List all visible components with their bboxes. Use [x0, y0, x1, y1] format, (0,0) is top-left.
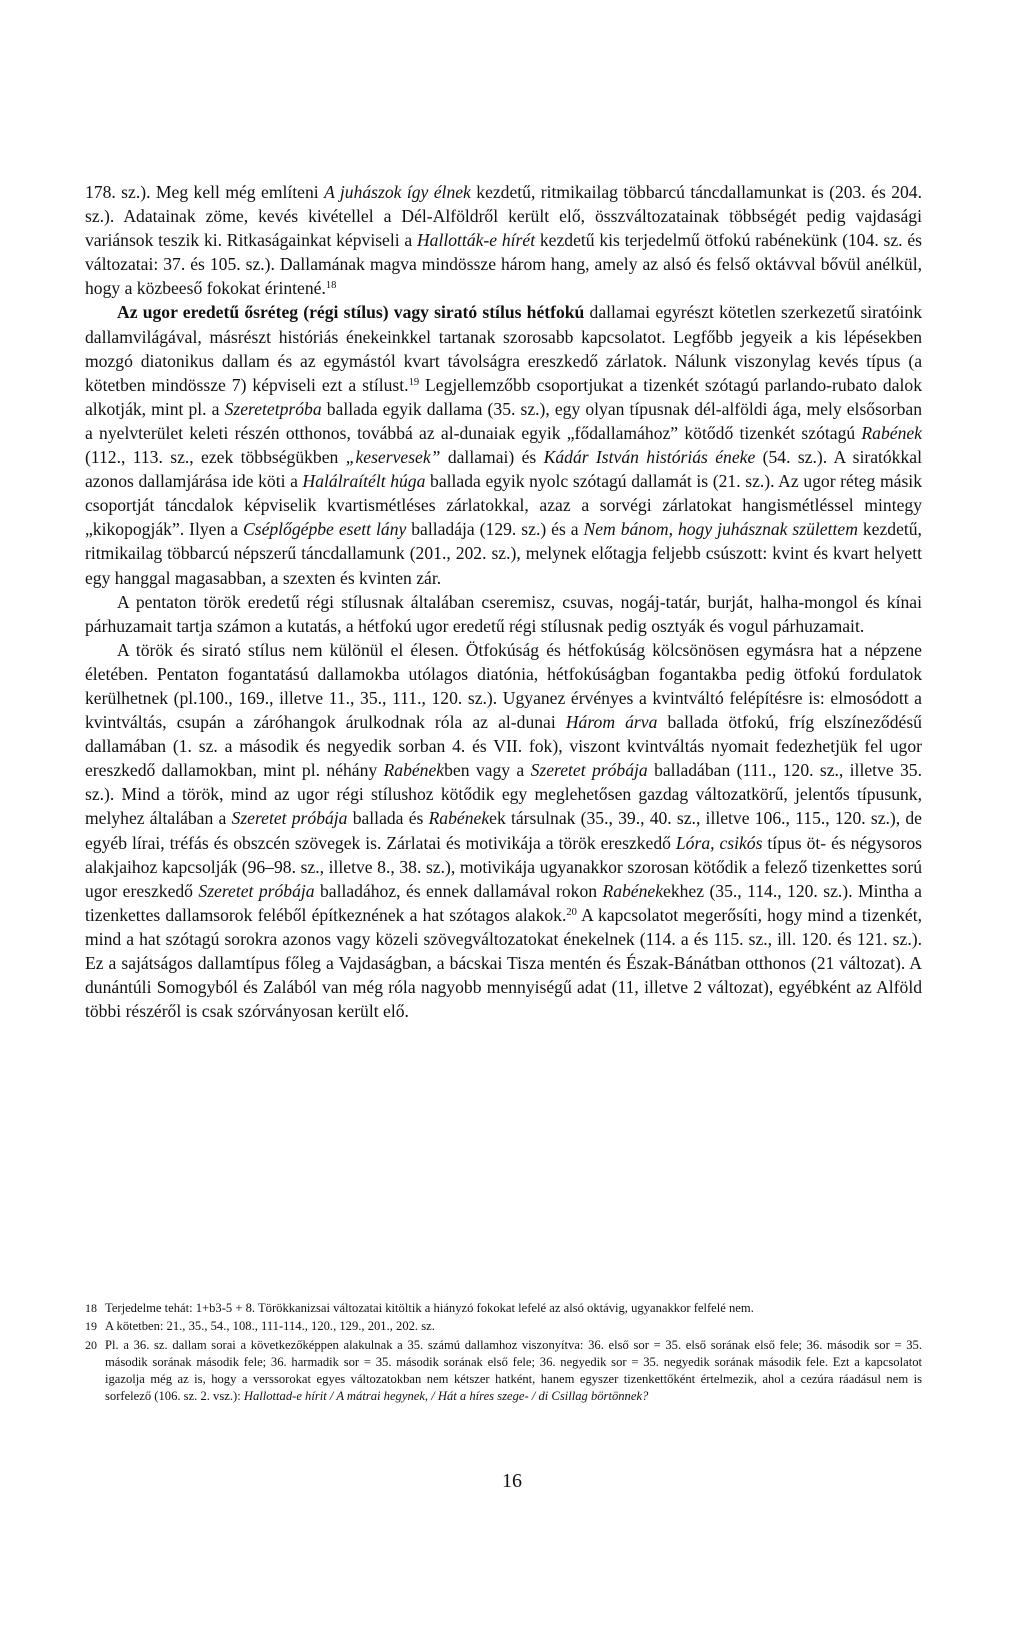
italic-title: Hallották-e hírét [416, 230, 536, 251]
footnote-number: 20 [85, 1337, 97, 1352]
body-paragraph [85, 180, 922, 300]
body-paragraph [85, 638, 922, 1024]
text-run: ekhez (35., 114., 120. sz.). Mintha a tizenkettes dallamsorok feléből építkeznének a hat szótagos alakok. [85, 880, 922, 925]
footnote-reference: 18 [325, 280, 337, 292]
text-run: kezdetű kis terjedelmű ötfokú rabénekünk (104. sz. és változatai: 37. és 105. sz.). Dallamának magva mindössze három hang, amely az alsó és felső oktávval bővül anélkül, hogy a közbeeső fokokat érintené. [85, 230, 922, 299]
italic-title: Rabének [602, 880, 664, 901]
text-run: A török és sirató stílus nem különül el élesen. Ötfokúság és hétfokúság kölcsönösen egymásra hat a népzene életében. Pentaton fogantatású dallamokba utólagos diatónia, hétfokúságban fogantakba pedig ötfokú fordulatok kerülhetnek (pl.100., 169., illetve 11., 35., 111., 120. sz.). Ugyanez érvényes a kvintváltó felépítésre is: elmosódott a kvintváltás, csupán a záróhangok árulkodnak róla az al-dunai [85, 639, 922, 733]
footnote [85, 1318, 922, 1335]
italic-title: Hallottad-e hírit / A mátrai hegynek, / Hát a híres szege- / di Csillag börtönnek? [243, 1389, 649, 1404]
text-run: A kapcsolatot megerősíti, hogy mind a tizenkét, mind a hat szótagú sorokra azonos vagy közeli szövegváltozatokat énekelnek (114. a és 115. sz., ill. 120. és 121. sz.). Ez a sajátságos dallamtípus főleg a Vajdaságban, a bácskai Tisza mentén és Észak-Bánátban otthonos (21 változat). A dunántúli Somogyból és Zalából van még róla nagyobb mennyiségű adat (11, illetve 2 változat), egyébként az Alföld többi részéről is csak szórványosan került elő. [85, 904, 922, 1022]
text-run: (54. sz.). A siratókkal azonos dallamjárása ide köti a [85, 447, 922, 492]
italic-title: Három árva [565, 712, 658, 733]
body-text [85, 180, 922, 1023]
footnotes [85, 1300, 922, 1407]
text-run: Legjellemzőbb csoportjukat a tizenkét szótagú parlando-rubato dalok alkotják, mint pl. a [85, 374, 922, 419]
text-run: ballada és [347, 808, 429, 829]
italic-title: Kádár István históriás éneke [543, 447, 756, 468]
body-paragraph [85, 590, 922, 638]
page-content [85, 180, 922, 1023]
italic-title: Rabének [861, 422, 922, 443]
text-run: A pentaton török eredetű régi stílusnak általában cseremisz, csuvas, nogáj-tatár, burját, halha-mongol és kínai párhuzamait tartja számon a kutatás, a hétfokú ugor eredetű régi stílusnak pedig osztyák és vogul párhuzamait. [85, 591, 922, 636]
footnote [85, 1337, 922, 1406]
italic-title: Szeretetpróba [224, 398, 322, 419]
text-run: A kötetben: 21., 35., 54., 108., 111-114., 120., 129., 201., 202. sz. [105, 1319, 435, 1334]
text-run: ballada egyik dallama (35. sz.), egy olyan típusnak dél-alföldi ága, mely elsősorban a nyelvterület keleti részén otthonos, továbbá az al-dunaiak egyik „fődallamához” kötődő tizenkét szótagú [85, 398, 922, 443]
text-run: dallamai egyrészt kötetlen szerkezetű siratóink dallamvilágával, másrészt históriás énekeinkkel tartanak szorosabb kapcsolatot. Legfőbb jegyeik a kis lépésekben mozgó diatonikus dallam és az egymástól kvart távolságra ereszkedő zárlatok. Nálunk viszonylag kevés típus (a kötetben mindössze 7) képviseli ezt a stílust. [85, 302, 923, 395]
italic-title: Szeretet próbája [530, 760, 648, 781]
bold-text: Az ugor eredetű ősréteg (régi stílus) vagy sirató stílus hétfokú [117, 302, 585, 323]
text-run: kezdetű, ritmikailag többarcú népszerű táncdallamunk (201., 202. sz.), melynek előtagja feljebb csúszott: kvint és kvart helyett egy hanggal magasabban, a szexten és kvinten zár. [85, 519, 922, 588]
text-run: ballada ötfokú, fríg elszíneződésű dallamában (1. sz. a második és negyedik sorban 4. és VII. fok), viszont kvintváltás nyomait fedezhetjük fel ugor ereszkedő dallamokban, mint pl. néhány [85, 712, 922, 781]
italic-title: Szeretet próbája [198, 880, 315, 901]
italic-title: Cséplőgépbe esett lány [242, 519, 407, 540]
text-run: balladához, és ennek dallamával rokon [314, 880, 603, 901]
italic-title: Szeretet próbája [231, 808, 348, 829]
text-run: Terjedelme tehát: 1+b3-5 + 8. Törökkanizsai változatai kitöltik a hiányzó fokokat lefelé az alsó oktávig, ugyanakkor felfelé nem. [105, 1301, 754, 1315]
italic-title: A juhászok így élnek [324, 182, 471, 202]
text-run: ben vagy a [444, 760, 531, 781]
text-run: ballada egyik nyolc szótagú dallamát is (21. sz.). Az ugor réteg másik csoportját táncdalok képviselik kvartismétléses zárlatokkal, azaz a sorvégi zárlatokat hangismétléssel mintegy „kikopogják”. Ilyen a [85, 471, 922, 540]
italic-title: Lóra, csikós [675, 832, 763, 853]
italic-title: Rabének [428, 808, 490, 829]
text-run: ek társulnak (35., 39., 40. sz., illetve 106., 115., 120. sz.), de egyéb lírai, tréfás és obszcén szövegek is. Zárlatai és motivikája a török ereszkedő [85, 808, 922, 853]
text-run: balladája (129. sz.) és a [406, 519, 584, 540]
footnote-number: 19 [85, 1319, 97, 1334]
italic-title: „keservesek” [345, 447, 441, 468]
italic-title: Rabének [383, 760, 445, 781]
text-run: típus öt- és négysoros alakjaihoz kapcsolják (96–98. sz., illetve 8., 38. sz.), motivikája ugyanakkor szorosan kötődik a felező tizenkettes sorú ugor ereszkedő [85, 832, 923, 901]
text-run: dallamai) és [440, 447, 544, 468]
page-number: 16 [502, 1470, 522, 1492]
italic-title: Halálraítélt húga [302, 471, 426, 492]
text-run: 178. sz.). Meg kell még említeni [85, 182, 325, 202]
text-run: (112., 113. sz., ezek többségükben [85, 447, 346, 468]
italic-title: Nem bánom, hogy juhásznak születtem [583, 519, 858, 540]
text-run: Pl. a 36. sz. dallam sorai a következőképpen alakulnak a 35. számú dallamhoz viszonyítva: 36. első sor = 35. első sorának első fele; 36. második sor = 35. második sorának második fele; 36. harmadik sor = 35. második sorának első fele; 36. negyedik sor = 35. negyedik sorának második fele. Ezt a kapcsolatot igazolja még az is, hogy a verssorokat egyes változatokban nem kétszer hatként, hanem egyszer tizenkettőként értelmezik, ahol a cezúra ráadásul nem is sorfelező (106. sz. 2. vsz.): [105, 1337, 922, 1404]
footnote-reference: 20 [566, 906, 577, 918]
footnote [85, 1300, 922, 1317]
text-run: kezdetű, ritmikailag többarcú táncdallamunkat is (203. és 204. sz.). Adatainak zöme, kevés kivétellel a Dél-Alföldről került elő, összváltozatainak többségét pedig vajdasági variánsok teszik ki. Ritkaságainkat képviseli a [85, 182, 922, 251]
footnote-number: 18 [85, 1301, 97, 1315]
footnote-reference: 19 [408, 376, 420, 388]
text-run: balladában (111., 120. sz., illetve 35. sz.). Mind a török, mind az ugor régi stílushoz kötődik egy meglehetősen gazdag változatkörű, jelentős típusunk, melyhez általában a [85, 760, 922, 829]
body-paragraph [85, 300, 922, 589]
